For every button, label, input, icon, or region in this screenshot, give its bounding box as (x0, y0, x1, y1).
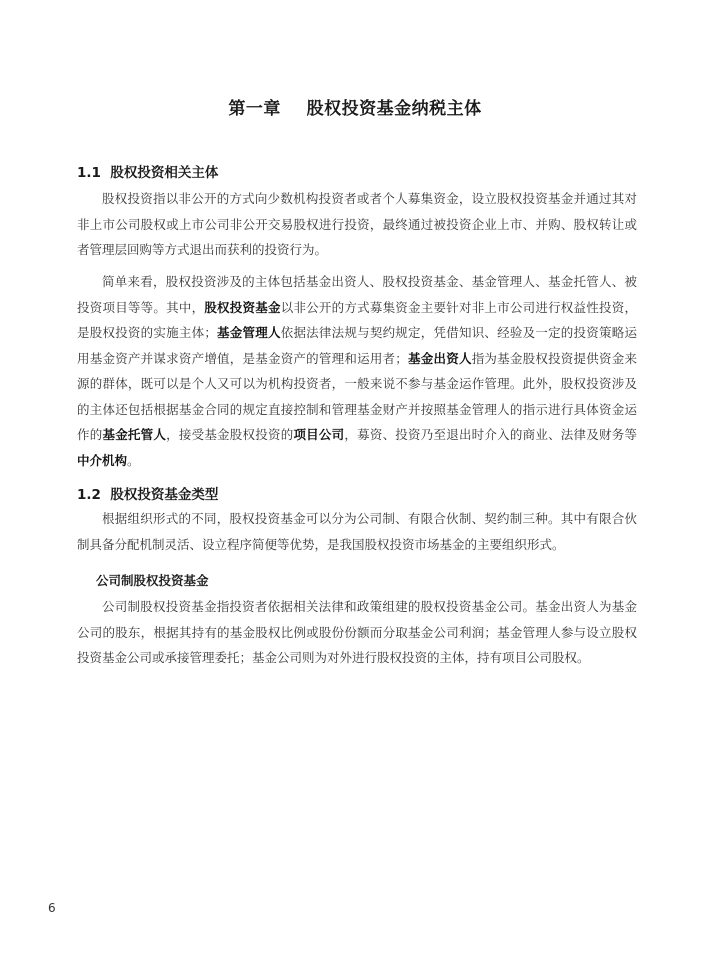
key-term-project-company: 项目公司 (293, 427, 345, 442)
paragraph-text: ，募资、投资乃至退出时介入的商业、法律及财务等 (344, 427, 637, 442)
key-term-fund-custodian: 基金托管人 (102, 427, 167, 442)
paragraph-text: ，接受基金股权投资的 (166, 427, 294, 442)
page-number: 6 (48, 901, 56, 915)
paragraph-corporate-fund: 公司制股权投资基金指投资者依据相关法律和政策组建的股权投资基金公司。基金出资人为基金公司的股东，根据其持有的基金股权比例或股份份额而分取基金公司利润；基金管理人参与设立股权投资基金公司或承接管理委托；基金公司则为对外进行股权投资的主体，持有项目公司股权。 (77, 599, 637, 665)
paragraph-investment-entities (77, 269, 637, 473)
paragraph-text: 。 (127, 452, 140, 468)
paragraph-text: 指为基金股权投资提供资金来源的群体，既可以是个人又可以为机构投资者，一般来说不参与基金运作管理。此外，股权投资涉及的主体还包括根据基金合同的规定直接控制和管理基金财产并按照基金管理人的指示进行具体资金运作的 (77, 350, 637, 442)
key-term-fund-manager: 基金管理人 (216, 325, 281, 340)
key-term-fund-investor: 基金出资人 (407, 350, 472, 366)
paragraph-fund-types: 根据组织形式的不同，股权投资基金可以分为公司制、有限合伙制、契约制三种。其中有限合伙制具备分配机制灵活、设立程序简便等优势，是我国股权投资市场基金的主要组织形式。 (77, 511, 637, 552)
subsection-heading-corporate-fund: 公司制股权投资基金 (96, 573, 209, 588)
key-term-intermediaries: 中介机构 (77, 452, 128, 468)
chapter-title: 第一章 股权投资基金纳税主体 (228, 99, 482, 119)
paragraph-text: 简单来看，股权投资涉及的主体包括基金出资人、股权投资基金、基金管理人、基金托管人、被投资项目等等。其中， (77, 274, 637, 315)
section-heading-1-2: 1.2 股权投资基金类型 (77, 487, 219, 503)
section-heading-1-1: 1.1 股权投资相关主体 (77, 165, 219, 181)
key-term-equity-fund: 股权投资基金 (204, 299, 281, 315)
paragraph-text: 依据法律法规与契约规定，凭借知识、经验及一定的投资策略运用基金资产并谋求资产增值，是基金资产的管理和运用者； (77, 325, 637, 366)
paragraph-text: 以非公开的方式募集资金主要针对非上市公司进行权益性投资，是股权投资的实施主体； (77, 299, 637, 340)
paragraph-equity-investment-definition: 股权投资指以非公开的方式向少数机构投资者或者个人募集资金，设立股权投资基金并通过其对非上市公司股权或上市公司非公开交易股权进行投资，最终通过被投资企业上市、并购、股权转让或者管理层回购等方式退出而获利的投资行为。 (77, 191, 637, 257)
